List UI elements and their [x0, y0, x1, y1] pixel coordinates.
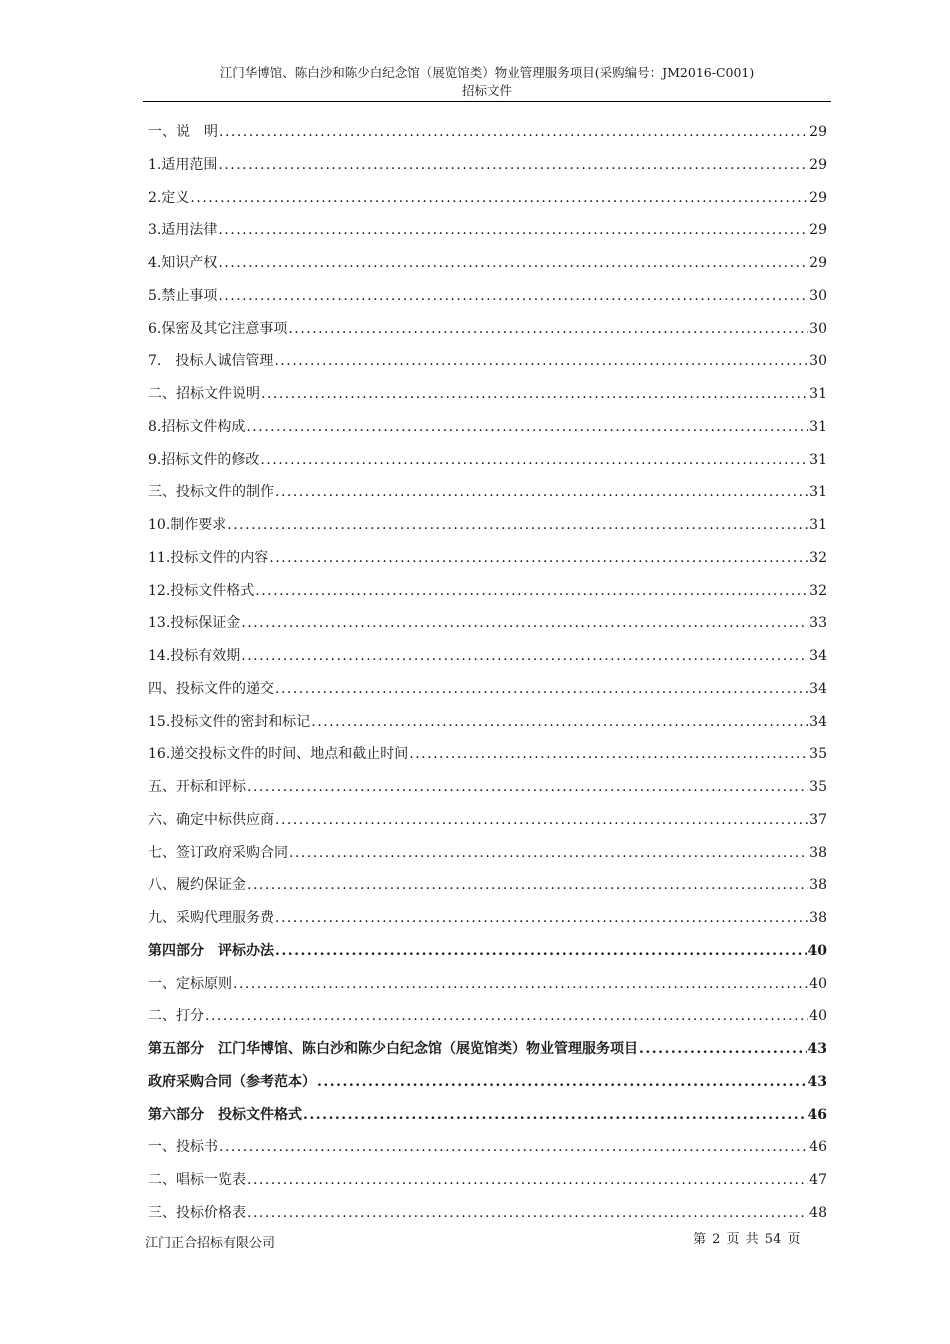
- toc-dot-leader: [205, 1006, 808, 1026]
- toc-entry[interactable]: [148, 1039, 827, 1072]
- toc-entry-page: 31: [809, 517, 827, 533]
- toc-entry-page: 46: [807, 1106, 827, 1123]
- footer-company: 江门正合招标有限公司: [145, 1236, 276, 1251]
- toc-dot-leader: [190, 188, 808, 208]
- toc-entry-page: 46: [809, 1139, 827, 1156]
- toc-entry-title: 12.投标文件格式: [148, 582, 255, 599]
- toc-entry-title: 3.适用法律: [148, 222, 218, 239]
- toc-entry[interactable]: [148, 679, 827, 712]
- toc-dot-leader: [218, 220, 808, 240]
- toc-entry-title: 6.保密及其它注意事项: [148, 320, 288, 337]
- toc-entry-page: 40: [807, 942, 827, 959]
- toc-entry-title: 六、确定中标供应商: [148, 811, 274, 828]
- toc-entry-page: 38: [809, 877, 827, 894]
- toc-entry-title: 1.适用范围: [148, 156, 218, 173]
- toc-entry[interactable]: [148, 548, 827, 581]
- toc-dot-leader: [275, 908, 808, 928]
- toc-entry-title: 5.禁止事项: [148, 287, 218, 304]
- toc-dot-leader: [409, 744, 808, 764]
- toc-dot-leader: [219, 1137, 808, 1157]
- toc-entry[interactable]: [148, 908, 827, 941]
- toc-entry-page: 34: [809, 680, 827, 697]
- toc-entry-page: 34: [809, 648, 827, 664]
- toc-entry-page: 40: [809, 975, 827, 992]
- toc-dot-leader: [289, 843, 808, 863]
- header-subtitle: 招标文件: [461, 83, 512, 98]
- toc-entry[interactable]: [148, 188, 827, 221]
- toc-entry-title: 二、打分: [148, 1008, 204, 1025]
- toc-entry[interactable]: [148, 155, 827, 188]
- table-of-contents: [148, 122, 827, 1236]
- toc-dot-leader: [241, 646, 808, 666]
- toc-dot-leader: [246, 417, 808, 437]
- toc-entry[interactable]: [148, 777, 827, 810]
- toc-entry[interactable]: [148, 1137, 827, 1170]
- toc-entry-title: 15.投标文件的密封和标记: [148, 713, 311, 730]
- toc-entry-title: 10.制作要求: [148, 517, 227, 533]
- toc-entry-page: 31: [809, 386, 827, 402]
- toc-entry-page: 47: [809, 1172, 827, 1188]
- toc-entry-page: 34: [809, 713, 827, 730]
- toc-entry-page: 29: [809, 156, 827, 173]
- toc-dot-leader: [269, 548, 808, 568]
- toc-entry-page: 35: [809, 746, 827, 763]
- toc-entry-title: 七、签订政府采购合同: [148, 844, 288, 861]
- toc-entry[interactable]: [148, 450, 827, 483]
- toc-entry[interactable]: [148, 351, 827, 384]
- toc-entry-title: 13.投标保证金: [148, 615, 241, 632]
- toc-entry[interactable]: [148, 744, 827, 777]
- toc-entry-title: 14.投标有效期: [148, 648, 241, 664]
- toc-dot-leader: [303, 1105, 807, 1125]
- header-title: 江门华博馆、陈白沙和陈少白纪念馆（展览馆类）物业管理服务项目(采购编号：JM2016-C001): [219, 65, 755, 80]
- toc-entry-title: 一、定标原则: [148, 975, 232, 992]
- toc-entry[interactable]: [148, 1072, 827, 1105]
- toc-entry-page: 30: [809, 287, 827, 304]
- toc-dot-leader: [247, 1170, 808, 1190]
- toc-entry-page: 29: [809, 255, 827, 271]
- toc-dot-leader: [288, 319, 808, 339]
- toc-entry-title: 7. 投标人诚信管理: [148, 353, 274, 370]
- toc-dot-leader: [275, 679, 808, 699]
- page-header: [143, 64, 831, 100]
- footer-page-number: 第 2 页 共 54 页: [693, 1232, 801, 1247]
- toc-entry[interactable]: [148, 810, 827, 843]
- toc-entry-title: 11.投标文件的内容: [148, 549, 269, 566]
- toc-entry[interactable]: [148, 417, 827, 450]
- toc-entry-title: 9.招标文件的修改: [148, 451, 260, 468]
- toc-entry-title: 一、说 明: [148, 124, 218, 140]
- toc-entry[interactable]: [148, 875, 827, 908]
- toc-entry-title: 第四部分 评标办法: [148, 942, 274, 959]
- toc-entry-page: 32: [809, 549, 827, 566]
- toc-entry[interactable]: [148, 253, 827, 286]
- toc-entry-page: 48: [809, 1204, 827, 1221]
- toc-entry[interactable]: [148, 122, 827, 155]
- toc-entry-page: 33: [809, 615, 827, 632]
- toc-entry-page: 30: [809, 353, 827, 370]
- toc-entry-title: 2.定义: [148, 189, 190, 206]
- toc-dot-leader: [275, 810, 808, 830]
- toc-entry-title: 一、投标书: [148, 1139, 218, 1156]
- toc-dot-leader: [639, 1039, 807, 1059]
- toc-dot-leader: [260, 450, 808, 470]
- toc-entry-page: 30: [809, 320, 827, 337]
- toc-dot-leader: [275, 941, 807, 961]
- toc-dot-leader: [219, 122, 808, 142]
- toc-entry[interactable]: [148, 843, 827, 876]
- toc-entry[interactable]: [148, 613, 827, 646]
- toc-entry[interactable]: [148, 646, 827, 679]
- toc-dot-leader: [247, 777, 808, 797]
- toc-entry-page: 40: [809, 1008, 827, 1025]
- toc-entry-title: 8.招标文件构成: [148, 418, 246, 435]
- toc-dot-leader: [275, 482, 808, 502]
- toc-entry[interactable]: [148, 1105, 827, 1138]
- toc-entry[interactable]: [148, 384, 827, 417]
- toc-entry-title: 三、投标文件的制作: [148, 484, 274, 501]
- toc-dot-leader: [247, 875, 808, 895]
- toc-dot-leader: [233, 974, 808, 994]
- toc-entry-page: 31: [809, 451, 827, 468]
- toc-dot-leader: [311, 712, 808, 732]
- header-divider: [143, 101, 831, 102]
- toc-entry[interactable]: [148, 712, 827, 745]
- toc-dot-leader: [218, 155, 808, 175]
- toc-entry-page: 43: [807, 1073, 827, 1090]
- toc-dot-leader: [218, 253, 808, 273]
- toc-entry-title: 16.递交投标文件的时间、地点和截止时间: [148, 746, 409, 763]
- toc-dot-leader: [241, 613, 808, 633]
- toc-entry-page: 29: [809, 189, 827, 206]
- toc-entry[interactable]: [148, 1006, 827, 1039]
- toc-entry-title: 第五部分 江门华博馆、陈白沙和陈少白纪念馆（展览馆类）物业管理服务项目: [148, 1041, 638, 1057]
- toc-dot-leader: [317, 1072, 807, 1092]
- toc-entry[interactable]: [148, 974, 827, 1007]
- toc-entry[interactable]: [148, 581, 827, 614]
- toc-entry[interactable]: [148, 482, 827, 515]
- toc-entry-page: 43: [807, 1041, 827, 1057]
- toc-entry-title: 二、招标文件说明: [148, 386, 260, 402]
- toc-entry-page: 38: [809, 910, 827, 926]
- toc-entry-page: 38: [809, 844, 827, 861]
- toc-entry-title: 五、开标和评标: [148, 779, 246, 795]
- toc-dot-leader: [218, 286, 808, 306]
- toc-entry[interactable]: [148, 515, 827, 548]
- toc-dot-leader: [261, 384, 808, 404]
- toc-dot-leader: [255, 581, 808, 601]
- toc-entry-title: 二、唱标一览表: [148, 1172, 246, 1188]
- toc-entry-page: 29: [809, 124, 827, 140]
- toc-entry[interactable]: [148, 941, 827, 974]
- toc-entry-title: 三、投标价格表: [148, 1204, 246, 1221]
- toc-entry[interactable]: [148, 1170, 827, 1203]
- toc-entry[interactable]: [148, 286, 827, 319]
- toc-dot-leader: [274, 351, 808, 371]
- toc-entry-title: 政府采购合同（参考范本）: [148, 1073, 316, 1090]
- toc-entry-page: 35: [809, 779, 827, 795]
- toc-entry-page: 31: [809, 484, 827, 501]
- toc-entry-title: 4.知识产权: [148, 255, 218, 271]
- toc-dot-leader: [227, 515, 808, 535]
- toc-entry-title: 第六部分 投标文件格式: [148, 1106, 302, 1123]
- toc-entry-page: 32: [809, 582, 827, 599]
- toc-entry-title: 四、投标文件的递交: [148, 680, 274, 697]
- toc-entry[interactable]: [148, 220, 827, 253]
- toc-entry-title: 九、采购代理服务费: [148, 910, 274, 926]
- toc-entry-page: 37: [809, 811, 827, 828]
- toc-entry-title: 八、履约保证金: [148, 877, 246, 894]
- toc-dot-leader: [247, 1203, 808, 1223]
- toc-entry[interactable]: [148, 319, 827, 352]
- toc-entry-page: 29: [809, 222, 827, 239]
- toc-entry-page: 31: [809, 418, 827, 435]
